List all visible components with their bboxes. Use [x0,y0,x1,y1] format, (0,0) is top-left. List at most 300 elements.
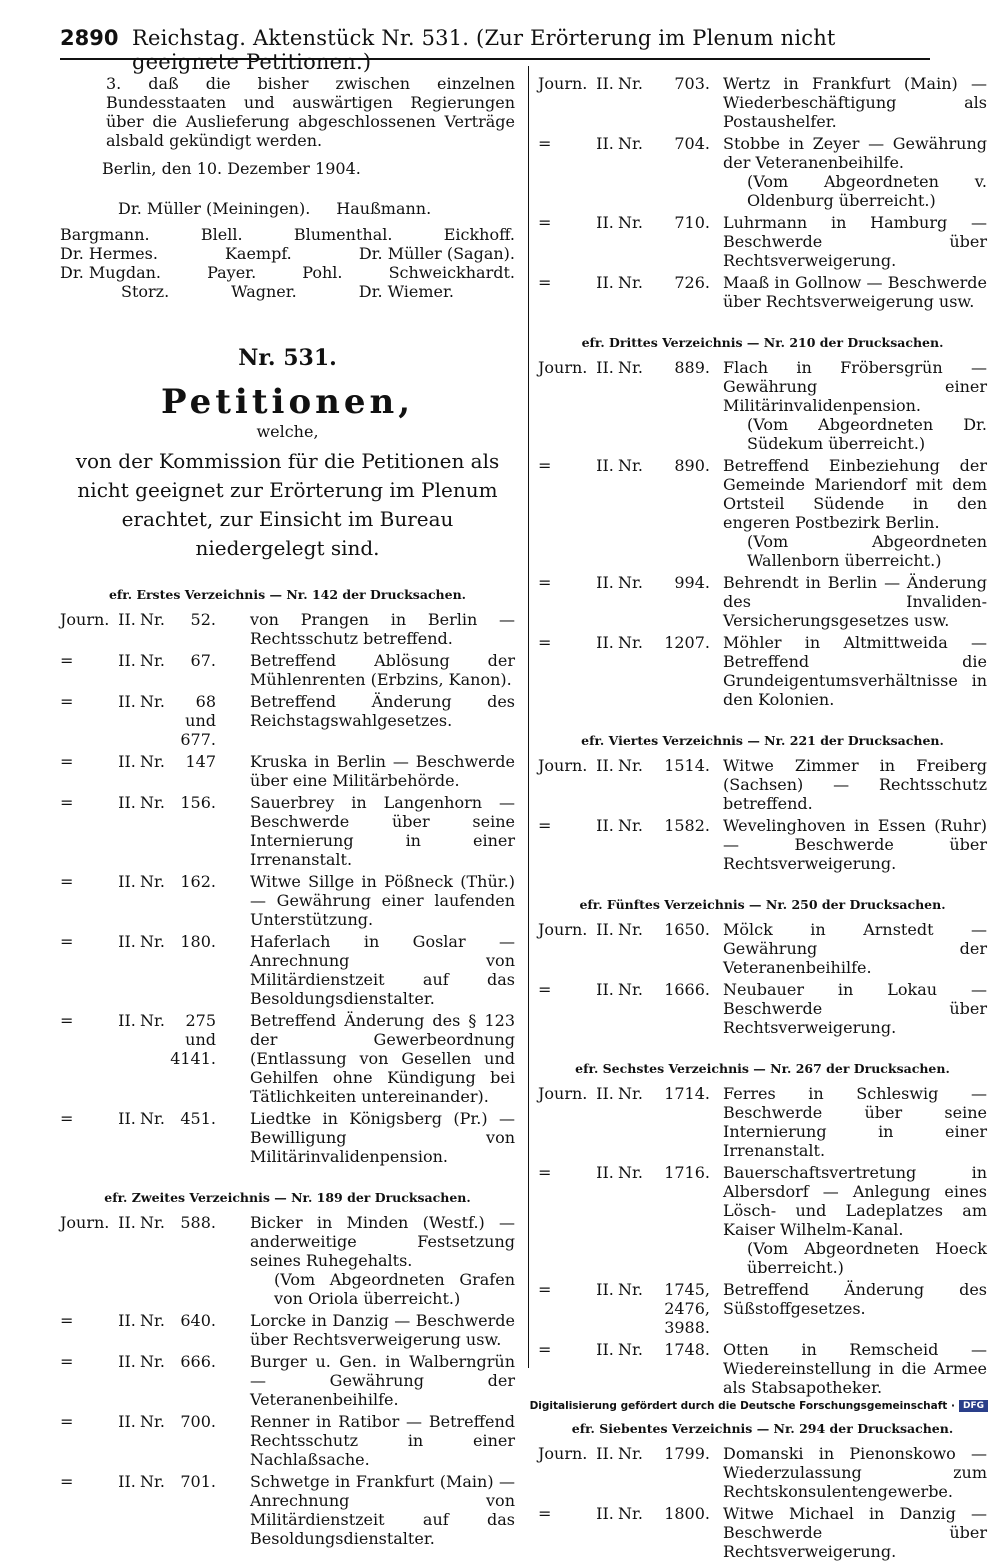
petition-text: Betreffend Änderung des Reichstagswahlgesetzes. [250,692,515,730]
journal-roman: II. [596,1444,614,1463]
petition-entry [60,872,515,929]
journal-nr: Nr. [140,752,165,771]
journal-prefix: = [60,692,74,711]
section-heading: efr. Fünftes Verzeichnis — Nr. 250 der Drucksachen. [579,897,946,912]
journal-nr: Nr. [140,1412,165,1431]
journal-number: 147 [185,752,216,771]
journal-nr: Nr. [140,1311,165,1330]
petition-description [713,1084,987,1160]
petition-text: Maaß in Gollnow — Beschwerde über Rechtsverweigerung usw. [723,273,987,311]
journal-roman: II. [596,456,614,475]
journal-number: 701. [180,1472,216,1491]
journal-reference [538,213,713,270]
petition-note: (Vom Abgeordneten Hoeck überreicht.) [747,1239,987,1277]
journal-prefix: Journ. [538,756,588,775]
journal-roman: II. [118,793,136,812]
journal-reference [538,1504,713,1561]
section-heading: efr. Drittes Verzeichnis — Nr. 210 der Drucksachen. [581,335,944,350]
journal-roman: II. [596,1340,614,1359]
petition-text: Betreffend Änderung des Süßstoffgesetzes. [723,1280,987,1318]
signature: Schweickhardt. [388,263,515,282]
journal-nr: Nr. [618,1280,643,1299]
journal-reference [60,1412,240,1469]
journal-roman: II. [596,1504,614,1523]
petition-text: Bicker in Minden (Westf.) — anderweitige Festsetzung seines Ruhegehalts. [250,1213,515,1270]
journal-number: 994. [674,573,710,592]
journal-nr: Nr. [618,816,643,835]
journal-nr: Nr. [618,134,643,153]
journal-number: 1714. [664,1084,710,1103]
petition-description [713,134,987,210]
journal-prefix: = [60,1472,74,1491]
document-subtitle: von der Kommission für die Petitionen als nicht geeignet zur Erörterung im Plenum erachtet, zur Einsicht im Bureau niedergelegt sind. [75,449,500,560]
journal-roman: II. [596,756,614,775]
petition-text: Betreffend Ablösung der Mühlenrenten (Erbzins, Kanon). [250,651,515,689]
signature: Pohl. [302,263,343,282]
journal-roman: II. [596,816,614,835]
signature-row-5 [60,282,515,301]
journal-reference [60,692,240,749]
document-heading: Petitionen, [160,382,415,422]
petition-description [713,1163,987,1277]
journal-reference [538,74,713,131]
journal-roman: II. [118,1472,136,1491]
journal-prefix: = [538,456,552,475]
journal-number: 704. [674,134,710,153]
journal-roman: II. [596,358,614,377]
signature: Payer. [207,263,257,282]
journal-roman: II. [118,1311,136,1330]
journal-number: 180. [180,932,216,951]
signature: Blell. [200,225,243,244]
journal-nr: Nr. [618,980,643,999]
petition-entry [60,1352,515,1409]
petition-entry [60,1109,515,1166]
journal-nr: Nr. [140,793,165,812]
petition-description [713,1340,987,1397]
petition-entry [538,1444,987,1501]
petition-entry [538,1163,987,1277]
journal-roman: II. [596,1163,614,1182]
petition-entry [538,213,987,270]
journal-number: 1666. [664,980,710,999]
journal-roman: II. [596,920,614,939]
petition-description [240,1011,515,1106]
petition-description [713,358,987,453]
petition-entry [60,1412,515,1469]
journal-roman: II. [596,633,614,652]
page-header [60,22,930,74]
journal-nr: Nr. [618,756,643,775]
journal-reference [538,1280,713,1337]
petition-description [713,756,987,813]
journal-roman: II. [118,1213,136,1232]
journal-nr: Nr. [618,273,643,292]
petition-description [240,610,515,648]
journal-reference [538,980,713,1037]
petition-entry [60,610,515,648]
petition-entry [60,1311,515,1349]
petition-description [240,1109,515,1166]
digitization-credit [530,1400,988,1412]
petition-entry [538,1340,987,1397]
journal-reference [60,1311,240,1349]
journal-reference [60,610,240,648]
petition-description [713,273,987,311]
journal-number: 156. [180,793,216,812]
journal-roman: II. [118,692,136,711]
journal-reference [60,1109,240,1166]
journal-reference [538,1084,713,1160]
journal-reference [538,633,713,709]
petition-text: Haferlach in Goslar — Anrechnung von Militärdienstzeit auf das Besoldungsdienstalter. [250,932,515,1008]
petition-description [240,692,515,749]
journal-number: 1800. [664,1504,710,1523]
dfg-logo: DFG [959,1400,988,1412]
journal-reference [60,793,240,869]
journal-roman: II. [118,752,136,771]
right-petition-list [538,74,987,1561]
journal-nr: Nr. [618,920,643,939]
journal-number: 588. [180,1213,216,1232]
journal-nr: Nr. [140,1213,165,1232]
journal-number: 1745, 2476, 3988. [664,1280,710,1337]
running-title: Reichstag. Aktenstück Nr. 531. (Zur Erörterung im Plenum nicht geeignete Petitionen.) [132,26,836,74]
journal-number: 1207. [664,633,710,652]
petition-description [713,573,987,630]
journal-prefix: Journ. [538,1444,588,1463]
journal-nr: Nr. [618,633,643,652]
journal-nr: Nr. [618,1444,643,1463]
signature: Dr. Wiemer. [358,282,454,301]
journal-prefix: Journ. [538,920,588,939]
petition-text: Wertz in Frankfurt (Main) — Wiederbeschäftigung als Postaushelfer. [723,74,987,131]
signature: Bargmann. [60,225,150,244]
petition-text: Renner in Ratibor — Betreffend Rechtsschutz in einer Nachlaßsache. [250,1412,515,1469]
journal-number: 451. [180,1109,216,1128]
petition-text: Sauerbrey in Langenhorn — Beschwerde über seine Internierung in einer Irrenanstalt. [250,793,515,869]
petition-entry [538,134,987,210]
journal-prefix: = [60,651,74,670]
petition-text: Otten in Remscheid — Wiedereinstellung in die Armee als Stabsapotheker. [723,1340,987,1397]
journal-number: 666. [180,1352,216,1371]
petition-entry [60,1011,515,1106]
petition-text: Witwe Zimmer in Freiberg (Sachsen) — Rechtsschutz betreffend. [723,756,987,813]
journal-prefix: = [60,1311,74,1330]
journal-roman: II. [596,1084,614,1103]
journal-nr: Nr. [140,651,165,670]
petition-entry [60,1472,515,1548]
journal-roman: II. [596,74,614,93]
petition-entry [60,692,515,749]
journal-nr: Nr. [140,1011,165,1030]
signature: Kaempf. [224,244,292,263]
petition-entry [538,1504,987,1561]
journal-reference [60,932,240,1008]
journal-reference [60,1352,240,1409]
signature: Haußmann. [336,199,432,218]
journal-prefix: = [60,872,74,891]
signature-row-3 [60,244,515,263]
journal-number: 52. [190,610,216,629]
petition-text: Liedtke in Königsberg (Pr.) — Bewilligung von Militärinvalidenpension. [250,1109,515,1166]
signature-row-1 [118,199,515,218]
journal-reference [538,134,713,210]
journal-nr: Nr. [618,1340,643,1359]
journal-reference [538,1163,713,1277]
signature: Blumenthal. [293,225,393,244]
journal-prefix: Journ. [60,1213,110,1232]
petition-description [713,1444,987,1501]
journal-nr: Nr. [618,1504,643,1523]
journal-reference [538,358,713,453]
journal-roman: II. [118,1011,136,1030]
petition-text: Kruska in Berlin — Beschwerde über eine Militärbehörde. [250,752,515,790]
petition-entry [60,752,515,790]
petition-entry [538,816,987,873]
journal-prefix: = [538,1163,552,1182]
petition-text: Behrendt in Berlin — Änderung des Invaliden-Versicherungsgesetzes usw. [723,573,987,630]
petition-entry [538,633,987,709]
signature: Dr. Mugdan. [60,263,161,282]
journal-roman: II. [118,651,136,670]
petition-description [713,1280,987,1337]
journal-prefix: = [60,1412,74,1431]
journal-nr: Nr. [618,573,643,592]
petition-text: Bauerschaftsvertretung in Albersdorf — Anlegung eines Lösch- und Ladeplatzes am Kaiser Wilhelm-Kanal. [723,1163,987,1239]
petition-description [713,1504,987,1561]
left-petition-list [60,585,515,1548]
journal-prefix: = [60,1109,74,1128]
journal-nr: Nr. [618,1084,643,1103]
journal-prefix: Journ. [538,74,588,93]
journal-reference [538,920,713,977]
journal-number: 67. [190,651,216,670]
petition-text: Schwetge in Frankfurt (Main) — Anrechnung von Militärdienstzeit auf das Besoldungsdienstalter. [250,1472,515,1548]
journal-number: 1716. [664,1163,710,1182]
header-rule [60,58,930,60]
signature: Storz. [120,282,170,301]
journal-prefix: = [538,273,552,292]
journal-roman: II. [596,273,614,292]
petition-description [713,456,987,570]
petition-text: Ferres in Schleswig — Beschwerde über seine Internierung in einer Irrenanstalt. [723,1084,987,1160]
journal-roman: II. [596,573,614,592]
section-heading: efr. Zweites Verzeichnis — Nr. 189 der Drucksachen. [104,1190,471,1205]
journal-number: 1582. [664,816,710,835]
petition-text: von Prangen in Berlin — Rechtsschutz betreffend. [250,610,515,648]
journal-roman: II. [118,1352,136,1371]
petition-note: (Vom Abgeordneten Wallenborn überreicht.) [747,532,987,570]
journal-reference [538,1340,713,1397]
petition-entry [538,573,987,630]
journal-nr: Nr. [140,1472,165,1491]
dateline: Berlin, den 10. Dezember 1904. [102,159,361,178]
section-heading: efr. Siebentes Verzeichnis — Nr. 294 der Drucksachen. [571,1421,954,1436]
journal-reference [60,1213,240,1308]
journal-reference [538,573,713,630]
petition-description [240,932,515,1008]
journal-number: 68 und 677. [180,692,216,749]
journal-prefix: = [538,573,552,592]
petition-description [240,872,515,929]
petition-text: Burger u. Gen. in Walberngrün — Gewährung der Veteranenbeihilfe. [250,1352,515,1409]
petition-description [713,74,987,131]
signature-row-2 [60,225,515,244]
petition-entry [538,756,987,813]
journal-nr: Nr. [618,456,643,475]
petition-description [240,752,515,790]
section-heading: efr. Viertes Verzeichnis — Nr. 221 der Drucksachen. [581,733,944,748]
petition-text: Neubauer in Lokau — Beschwerde über Rechtsverweigerung. [723,980,987,1037]
petition-text: Flach in Fröbersgrün — Gewährung einer Militärinvalidenpension. [723,358,987,415]
journal-roman: II. [118,1412,136,1431]
petition-text: Lorcke in Danzig — Beschwerde über Rechtsverweigerung usw. [250,1311,515,1349]
journal-number: 700. [180,1412,216,1431]
journal-reference [538,816,713,873]
intro-clause: 3. daß die bisher zwischen einzelnen Bundesstaaten und auswärtigen Regierungen über die Auslieferung abgeschlossenen Verträge alsbald gekündigt werden. [106,74,515,150]
journal-nr: Nr. [618,74,643,93]
petition-text: Stobbe in Zeyer — Gewährung der Veteranenbeihilfe. [723,134,987,172]
journal-nr: Nr. [140,872,165,891]
journal-reference [60,651,240,689]
right-column [538,74,987,1564]
petition-entry [538,74,987,131]
journal-prefix: = [538,213,552,232]
petition-description [240,1412,515,1469]
petition-entry [538,980,987,1037]
journal-prefix: = [538,980,552,999]
signature: Wagner. [231,282,297,301]
petition-description [240,793,515,869]
journal-prefix: = [60,793,74,812]
journal-number: 1514. [664,756,710,775]
journal-number: 275 und 4141. [170,1011,216,1068]
petition-description [713,980,987,1037]
petition-entry [60,651,515,689]
journal-prefix: = [538,134,552,153]
journal-reference [60,752,240,790]
signature-row-4 [60,263,515,282]
journal-prefix: = [538,1280,552,1299]
petition-description [240,1352,515,1409]
journal-prefix: = [538,633,552,652]
signature: Dr. Hermes. [60,244,158,263]
journal-nr: Nr. [140,932,165,951]
petition-note: (Vom Abgeordneten v. Oldenburg überreicht.) [747,172,987,210]
journal-roman: II. [596,213,614,232]
journal-number: 640. [180,1311,216,1330]
petition-entry [538,456,987,570]
petition-text: Betreffend Änderung des § 123 der Gewerbeordnung (Entlassung von Gesellen und Gehilfen ohne Kündigung bei Tätlichkeiten untereinander). [250,1011,515,1106]
petition-description [713,633,987,709]
petition-text: Mölck in Arnstedt — Gewährung der Veteranenbeihilfe. [723,920,987,977]
journal-nr: Nr. [140,610,165,629]
journal-roman: II. [118,932,136,951]
journal-number: 1799. [664,1444,710,1463]
journal-reference [538,273,713,311]
journal-prefix: = [538,816,552,835]
petition-entry [60,1213,515,1308]
journal-reference [60,872,240,929]
journal-prefix: = [60,752,74,771]
petition-entry [538,273,987,311]
journal-reference [538,756,713,813]
journal-roman: II. [118,1109,136,1128]
journal-nr: Nr. [618,1163,643,1182]
journal-nr: Nr. [140,1352,165,1371]
journal-number: 889. [674,358,710,377]
petition-description [713,816,987,873]
petition-description [240,1213,515,1308]
petition-description [240,1311,515,1349]
petition-note: (Vom Abgeordneten Dr. Südekum überreicht.) [747,415,987,453]
petition-description [240,1472,515,1548]
journal-nr: Nr. [618,213,643,232]
journal-reference [538,456,713,570]
journal-roman: II. [596,1280,614,1299]
journal-number: 726. [674,273,710,292]
signature: Dr. Müller (Sagan). [358,244,515,263]
journal-nr: Nr. [618,358,643,377]
petition-entry [60,793,515,869]
journal-nr: Nr. [140,692,165,711]
journal-number: 1650. [664,920,710,939]
journal-prefix: = [60,1352,74,1371]
journal-number: 703. [674,74,710,93]
journal-number: 710. [674,213,710,232]
journal-number: 890. [674,456,710,475]
journal-number: 1748. [664,1340,710,1359]
petition-description [240,651,515,689]
section-heading: efr. Erstes Verzeichnis — Nr. 142 der Drucksachen. [108,587,467,602]
signature: Eickhoff. [443,225,515,244]
section-heading: efr. Sechstes Verzeichnis — Nr. 267 der Drucksachen. [575,1061,950,1076]
heading-welche: welche, [256,422,319,441]
petition-entry [538,1084,987,1160]
journal-prefix: Journ. [538,1084,588,1103]
journal-roman: II. [596,980,614,999]
document-number: Nr. 531. [238,345,337,371]
journal-nr: Nr. [140,1109,165,1128]
journal-number: 162. [180,872,216,891]
journal-prefix: Journ. [60,610,110,629]
petition-text: Domanski in Pienonskowo — Wiederzulassung zum Rechtskonsulentengewerbe. [723,1444,987,1501]
petition-text: Witwe Michael in Danzig — Beschwerde über Rechtsverweigerung. [723,1504,987,1561]
journal-roman: II. [596,134,614,153]
petition-entry [60,932,515,1008]
petition-description [713,920,987,977]
petition-text: Betreffend Einbeziehung der Gemeinde Mariendorf mit dem Ortsteil Südende in den engeren Postbezirk Berlin. [723,456,987,532]
journal-reference [538,1444,713,1501]
petition-text: Wevelinghoven in Essen (Ruhr) — Beschwerde über Rechtsverweigerung. [723,816,987,873]
journal-prefix: = [60,1011,74,1030]
credit-text: Digitalisierung gefördert durch die Deutsche Forschungsgemeinschaft · [529,1400,955,1412]
petition-note: (Vom Abgeordneten Grafen von Oriola überreicht.) [274,1270,515,1308]
journal-reference [60,1011,240,1106]
column-divider [528,66,529,1368]
journal-roman: II. [118,610,136,629]
signature: Dr. Müller (Meiningen). [118,199,311,218]
journal-reference [60,1472,240,1548]
journal-roman: II. [118,872,136,891]
left-column [60,74,515,1551]
petition-entry [538,1280,987,1337]
journal-prefix: = [60,932,74,951]
page-number: 2890 [60,26,119,50]
petition-text: Luhrmann in Hamburg — Beschwerde über Rechtsverweigerung. [723,213,987,270]
petition-description [713,213,987,270]
